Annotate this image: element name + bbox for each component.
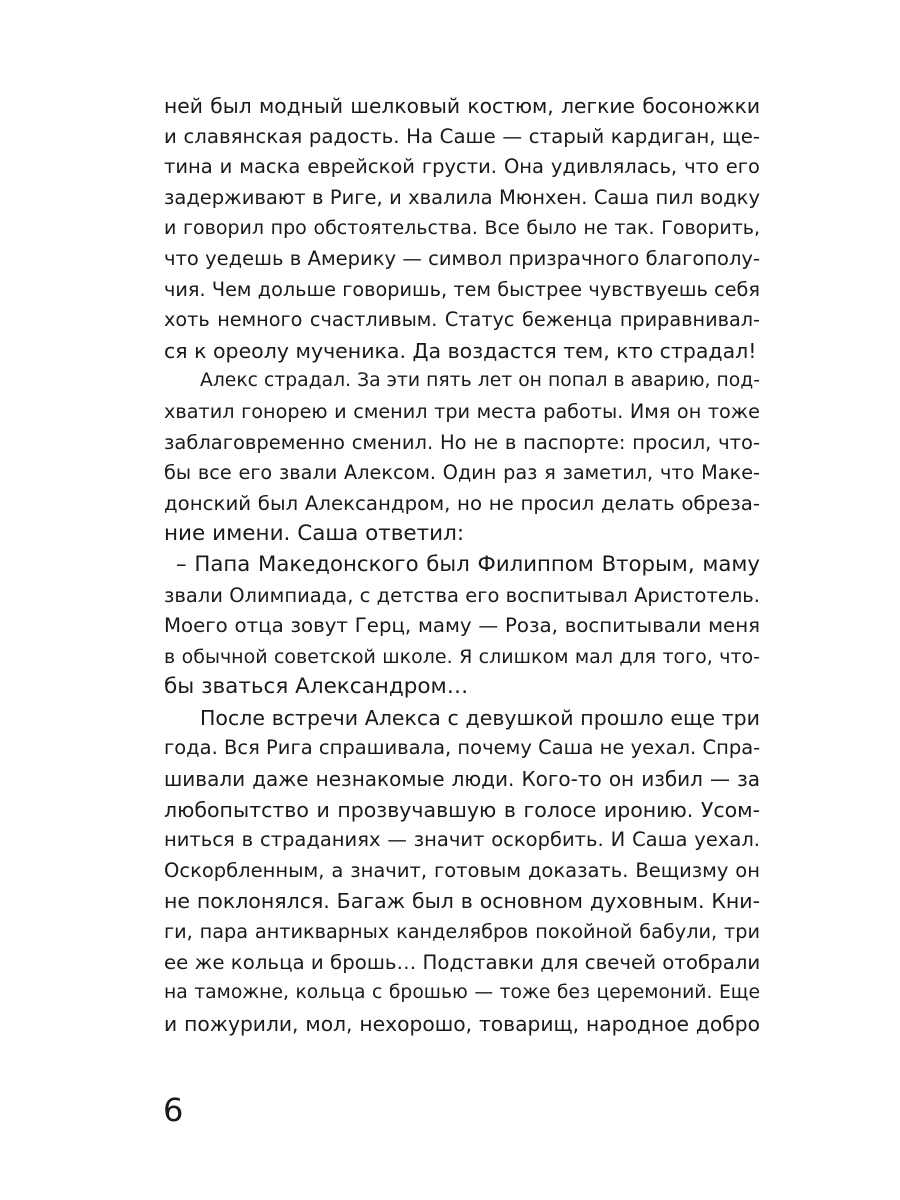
- text-line: заблаговременно сменил. Но не в паспорте: просил, что-: [164, 430, 760, 454]
- text-line: любопытство и прозвучавшую в голосе иронию. Усом-: [164, 797, 760, 822]
- text-line: бы зваться Александром…: [164, 674, 469, 700]
- text-line: звали Олимпиада, с детства его воспитывал Аристотель.: [164, 583, 760, 607]
- text-line: ние имени. Саша ответил:: [164, 521, 465, 547]
- text-line: года. Вся Рига спрашивала, почему Саша не уехал. Спра-: [164, 736, 761, 760]
- text-line: После встречи Алекса с девушкой прошло еще три: [200, 705, 760, 730]
- body-text: [164, 91, 760, 1039]
- text-line: не поклонялся. Багаж был в основном духовным. Кни-: [164, 889, 760, 914]
- text-line: ней был модный шелковый костюм, легкие босоножки: [164, 94, 760, 118]
- text-line: ги, пара антикварных канделябров покойной бабули, три: [164, 920, 760, 944]
- text-line: и пожурили, мол, нехорошо, товарищ, народное добро: [164, 1011, 760, 1036]
- text-line: хватил гонорею и сменил три места работы. Имя он тоже: [164, 399, 760, 423]
- text-line: тина и маска еврейской грусти. Она удивлялась, что его: [164, 155, 760, 179]
- text-line: Оскорбленным, а значит, готовым доказать. Вещизму он: [164, 858, 760, 882]
- text-line: хоть немного счастливым. Статус беженца приравнивал-: [164, 308, 760, 332]
- text-line: ниться в страданиях — значит оскорбить. И Саша уехал.: [164, 828, 760, 852]
- text-line: что уедешь в Америку — символ призрачного благополу-: [164, 246, 760, 270]
- text-line: ся к ореолу мученика. Да воздастся тем, кто страдал!: [164, 338, 757, 363]
- text-line: ее же кольца и брошь… Подставки для свечей отобрали: [164, 950, 761, 974]
- text-line: бы все его звали Алексом. Один раз я заметил, что Маке-: [164, 461, 760, 485]
- text-line: шивали даже незнакомые люди. Кого-то он избил — за: [164, 767, 760, 792]
- text-line: Моего отца зовут Герц, маму — Роза, воспитывали меня: [164, 614, 760, 638]
- text-line: в обычной советской школе. Я слишком мал для того, что-: [164, 645, 760, 668]
- text-line: и славянская радость. На Саше — старый кардиган, ще-: [164, 124, 760, 148]
- text-line: задерживают в Риге, и хвалила Мюнхен. Саша пил водку: [164, 185, 760, 209]
- text-line: донский был Александром, но не просил делать обреза-: [164, 491, 760, 515]
- page-number: 6: [163, 1091, 184, 1129]
- text-line: Алекс страдал. За эти пять лет он попал в аварию, под-: [200, 370, 760, 392]
- text-line: на таможне, кольца с брошью — тоже без церемоний. Еще: [164, 982, 760, 1004]
- text-line: – Папа Македонского был Филиппом Вторым, маму: [176, 551, 760, 577]
- text-line: чия. Чем дольше говоришь, тем быстрее чувствуешь себя: [164, 277, 760, 301]
- text-line: и говорил про обстоятельства. Все было не так. Говорить,: [164, 217, 760, 240]
